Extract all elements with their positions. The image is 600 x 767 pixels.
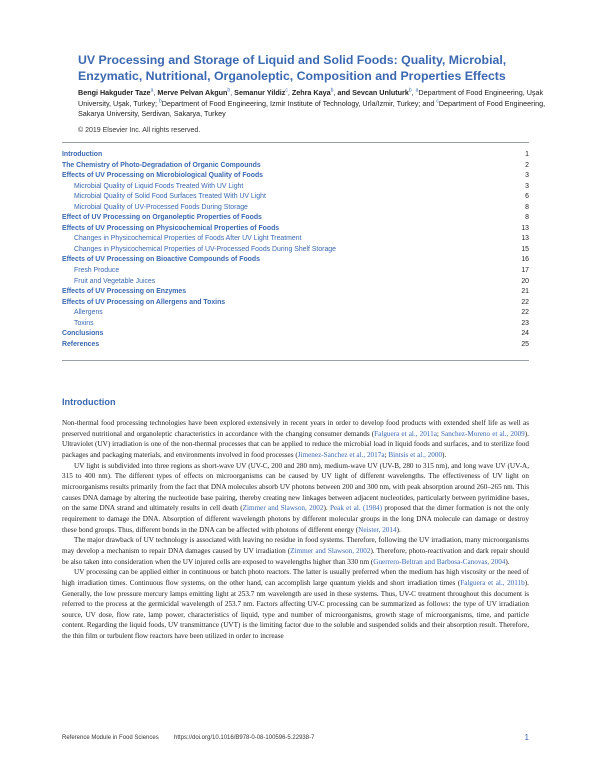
- toc-entry-label: Effect of UV Processing on Organoleptic Properties of Foods: [62, 214, 262, 222]
- citation-link[interactable]: Sanchez-Moreno et al., 2009: [441, 429, 525, 438]
- citation-link[interactable]: Peak et al. (1984): [329, 504, 383, 513]
- toc-entry-label: Toxins: [74, 319, 94, 327]
- toc-entry[interactable]: [62, 203, 529, 214]
- paragraph-text: ).: [323, 504, 330, 513]
- toc-entry-label: Fruit and Vegetable Juices: [74, 277, 156, 285]
- toc-entry-page: 13: [521, 235, 529, 243]
- toc-entry-label: Effects of UV Processing on Physicochemical Properties of Foods: [62, 224, 280, 232]
- affiliation-text: Department of Food Engineering, Izmir Institute of Technology, Urla/Izmir, Turkey; and: [161, 98, 437, 108]
- toc-entry-label: Effects of UV Processing on Enzymes: [62, 288, 187, 296]
- toc-entry-page: 24: [521, 330, 529, 338]
- citation-link[interactable]: Jimenez-Sanchez et al., 2017a: [297, 450, 385, 459]
- toc-entry-label: Allergens: [74, 309, 103, 317]
- affiliation-text: Department of Food Engineering, Uşak University, Uşak, Turkey;: [78, 88, 544, 108]
- toc-entry-page: 3: [525, 182, 529, 190]
- paragraph-text: The major drawback of UV technology is associated with leaving no residue in food systems. Therefore, following the UV irradiation, many microorganisms may develop a mechanism to repair DNA damages caused by UV irradiation (: [62, 536, 529, 555]
- author-name: Merve Pelvan Akgun: [157, 88, 228, 97]
- toc-entry[interactable]: [62, 234, 529, 245]
- section-heading-introduction: Introduction: [62, 397, 116, 407]
- paragraph-text: UV light is subdivided into three regions as short-wave UV (UV-C, 200 and 280 nm), medium-wave UV (UV-B, 280 to 315 nm), and long wave UV (UV-A, 315 to 400 nm). The different types of effects on microorganisms can be caused by UV light of different wavelengths. The effectiveness of UV light on microorganisms results primarily from the fact that DNA molecules absorb UV photons between 200 and 300 nm, with peak absorption around 260–265 nm. This causes DNA damage by altering the nucleotide base pairing, thereby creating new linkages between adjacent nucleotides, particularly between pyrimidine bases, on the same DNA strand and ultimately results in cell death (: [62, 461, 529, 513]
- toc-entry[interactable]: [62, 287, 529, 298]
- footer-doi-link[interactable]: https://doi.org/10.1016/B978-0-08-100596-5.22938-7: [174, 735, 315, 741]
- toc-entry-label: Changes in Physicochemical Properties of Foods After UV Light Treatment: [74, 235, 302, 243]
- author-list: Bengi Hakguder Taze$^a$, Merve Pelvan Akgun$^b$, Semanur Yildiz$^c$, Zehra Kaya$^b$, and Sevcan Unluturk$^b$,: [78, 87, 416, 97]
- toc-top-rule: [62, 142, 529, 143]
- author-name: Bengi Hakguder Taze: [78, 88, 151, 97]
- toc-entry-page: 13: [521, 224, 529, 232]
- toc-entry[interactable]: [62, 277, 529, 288]
- toc-entry-label: Microbial Quality of Liquid Foods Treated With UV Light: [74, 182, 244, 190]
- toc-entry[interactable]: [62, 298, 529, 309]
- author-affiliation-mark: a: [150, 87, 154, 94]
- toc-entry[interactable]: [62, 224, 529, 235]
- toc-entry-page: 8: [525, 214, 529, 222]
- toc-entry-label: Changes in Physicochemical Properties of UV-Processed Foods During Shelf Storage: [74, 245, 336, 253]
- toc-entry-label: Microbial Quality of Solid Food Surfaces Treated With UV Light: [74, 193, 266, 201]
- paragraph-text: ). Generally, the low pressure mercury lamps emitting light at 253.7 nm wavelength are used in these systems. Thus, UV-C treatment throughout this document is referred to the process at the germicidal wavelength of 253.7 nm. Factors affecting UV-C processing can be summarized as follows: the type of UV irradiation source, UV dose, flow rate, lamp power, characteristics of liquid, type and number of microorganisms, growth stage of microorganisms, time, and particle content. Regarding the liquid foods, UV transmittance (UVT) is the limiting factor due to the soluble and suspended solids and their absorption result. Therefore, the thin film or turbulent flow reactors have been utilized in order to increase: [62, 578, 529, 641]
- paragraph-text: ;: [436, 429, 442, 438]
- toc-entry-page: 25: [521, 340, 529, 348]
- toc-entry[interactable]: [62, 319, 529, 330]
- citation-link[interactable]: Bintsis et al., 2000: [388, 450, 443, 459]
- author-affiliation-mark: b: [227, 87, 231, 94]
- paragraph-text: ).: [442, 450, 447, 459]
- toc-entry[interactable]: [62, 245, 529, 256]
- citation-link[interactable]: Falguera et al., 2011a: [374, 429, 437, 438]
- paragraph-text: proposed that the dimer formation is not the only requirement to damage the DNA. Absorption of different wavelength photons by different molecular groups in the long DNA molecule can damage or destroy these bond groups. Thus, different bonds in the DNA can be affected with photons of different energy (: [62, 504, 529, 534]
- paragraph-text: ).: [396, 525, 401, 534]
- paragraph-text: ).: [505, 557, 510, 566]
- toc-entry-page: 22: [521, 309, 529, 317]
- toc-entry[interactable]: [62, 161, 529, 172]
- table-of-contents: [62, 150, 529, 350]
- author-affiliation-mark: c: [285, 87, 288, 94]
- toc-entry-label: Effects of UV Processing on Allergens and Toxins: [62, 298, 226, 306]
- toc-entry-page: 3: [525, 172, 529, 180]
- affiliation-mark: c: [436, 98, 439, 105]
- paragraph-text: ;: [384, 450, 389, 459]
- toc-entry-label: Introduction: [62, 151, 103, 158]
- toc-entry-page: 8: [525, 203, 529, 211]
- author-name: Zehra Kaya: [291, 88, 331, 97]
- citation-link[interactable]: Neister, 2014: [358, 525, 397, 534]
- citation-link[interactable]: Zimmer and Slawson, 2002: [290, 546, 371, 555]
- paragraph-text: ). Ultraviolet (UV) irradiation is one of the non-thermal processes that can be applied to reduce the microbial load in liquid foods and surfaces, and to sterilize food packages and packaging materials, and environments involved in food processes (: [62, 429, 529, 459]
- toc-entry-page: 2: [525, 161, 529, 169]
- toc-entry-page: 23: [521, 319, 529, 327]
- author-block: [78, 88, 548, 120]
- citation-link[interactable]: Zimmer and Slawson, 2002: [242, 504, 324, 513]
- toc-entry-page: 20: [521, 277, 529, 285]
- author-name: and Sevcan Unluturk: [337, 88, 409, 97]
- paragraph-text: ). Therefore, photo-reactivation and dark repair should be also taken into consideration when the UV injured cells are exposed to wavelengths higher than 330 nm (: [62, 546, 530, 566]
- citation-link[interactable]: Falguera et al., 2011b: [460, 578, 525, 587]
- toc-entry-page: 15: [521, 245, 529, 253]
- paragraph-text: UV processing can be applied either in continuous or batch photo reactors. The latter is usually preferred when the medium has high viscosity or the need of high irradiation times. Continuous flow systems, on the other hand, can accomplish large quantum yields and short irradiation times (: [62, 568, 529, 587]
- toc-entry-page: 1: [525, 151, 529, 158]
- footer-page-number: 1: [524, 733, 529, 742]
- toc-entry-label: The Chemistry of Photo-Degradation of Organic Compounds: [62, 161, 261, 169]
- section-body: [62, 418, 529, 642]
- toc-entry-label: References: [62, 340, 100, 348]
- toc-entry-label: Conclusions: [62, 330, 104, 338]
- toc-entry-label: Microbial Quality of UV-Processed Foods During Storage: [74, 203, 248, 211]
- affiliation-mark: a: [415, 87, 419, 94]
- author-affiliation-mark: b: [330, 87, 334, 94]
- author-name: Semanur Yildiz: [234, 88, 286, 97]
- affiliation-text: Department of Food Engineering, Sakarya University, Serdivan, Sakarya, Turkey: [78, 98, 546, 118]
- body-paragraph: [62, 461, 529, 536]
- affiliation-mark: b: [158, 98, 162, 105]
- toc-entry[interactable]: [62, 308, 529, 319]
- toc-entry[interactable]: [62, 150, 529, 161]
- toc-entry-page: 6: [525, 193, 529, 201]
- copyright-notice: © 2019 Elsevier Inc. All rights reserved.: [78, 127, 201, 134]
- toc-entry[interactable]: [62, 255, 529, 266]
- toc-entry[interactable]: [62, 266, 529, 277]
- toc-entry-page: 16: [521, 256, 529, 264]
- toc-entry-label: Effects of UV Processing on Microbiological Quality of Foods: [62, 172, 263, 180]
- paragraph-text: Non-thermal food processing technologies have been explored extensively in recent years in order to develop food products with extended shelf life as well as preserved nutritional and organoleptic characteristics in accordance with the changing consumer demands (: [62, 419, 529, 438]
- toc-bottom-rule: [62, 360, 529, 361]
- toc-entry-page: 21: [521, 288, 529, 296]
- author-affiliation-mark: b: [408, 87, 412, 94]
- toc-entry[interactable]: [62, 182, 529, 193]
- toc-entry-label: Fresh Produce: [74, 267, 120, 275]
- article-title: UV Processing and Storage of Liquid and Solid Foods: Quality, Microbial, Enzymatic, Nutritional, Organoleptic, Composition and Properties Effects: [78, 53, 507, 83]
- body-paragraph: [62, 535, 529, 567]
- toc-entry[interactable]: [62, 192, 529, 203]
- toc-entry[interactable]: [62, 171, 529, 182]
- body-paragraph: [62, 418, 529, 461]
- toc-entry-label: Effects of UV Processing on Bioactive Compounds of Foods: [62, 256, 260, 264]
- toc-entry[interactable]: [62, 340, 529, 351]
- toc-entry[interactable]: [62, 329, 529, 340]
- footer-journal: Reference Module in Food Sciences: [62, 735, 159, 741]
- citation-link[interactable]: Guerrero-Beltran and Barbosa-Canovas, 2004: [373, 557, 506, 566]
- toc-entry-page: 22: [521, 298, 529, 306]
- toc-entry[interactable]: [62, 213, 529, 224]
- body-paragraph: [62, 567, 529, 642]
- toc-entry-page: 17: [521, 267, 529, 275]
